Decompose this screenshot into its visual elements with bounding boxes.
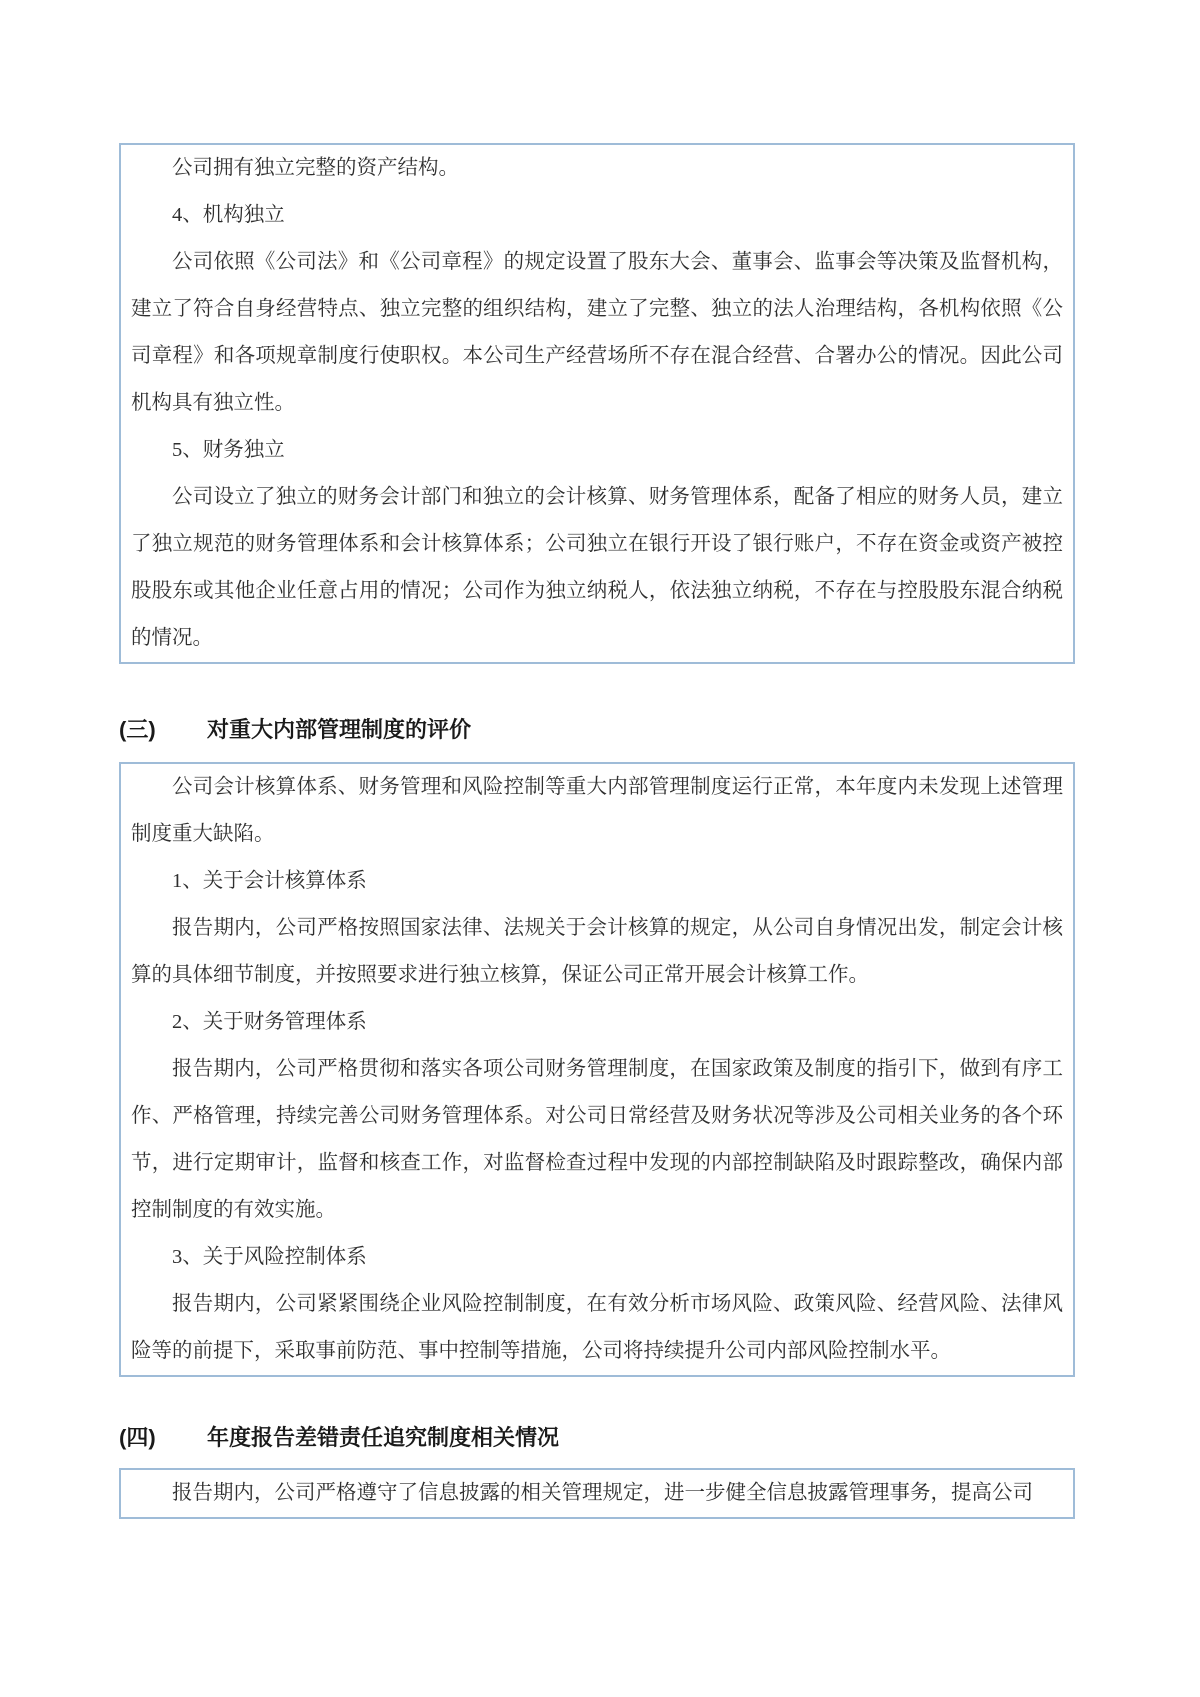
paragraph-financial-independence: 公司设立了独立的财务会计部门和独立的会计核算、财务管理体系，配备了相应的财务人员，建立了独立规范的财务管理体系和会计核算体系；公司独立在银行开设了银行账户，不存在资金或资产被控股股东或其他企业任意占用的情况；公司作为独立纳税人，依法独立纳税，不存在与控股股东混合纳税的情况。 (131, 486, 1063, 649)
paragraph-item-1-title: 1、关于会计核算体系 (172, 870, 367, 892)
paragraph-item-2-title: 2、关于财务管理体系 (172, 1011, 367, 1033)
paragraph-management-overview: 公司会计核算体系、财务管理和风险控制等重大内部管理制度运行正常，本年度内未发现上述管理制度重大缺陷。 (131, 776, 1063, 845)
paragraph-information-disclosure: 报告期内，公司严格遵守了信息披露的相关管理规定，进一步健全信息披露管理事务，提高公司 (172, 1482, 1033, 1504)
paragraph-risk-control: 报告期内，公司紧紧围绕企业风险控制制度，在有效分析市场风险、政策风险、经营风险、法律风险等的前提下，采取事前防范、事中控制等措施，公司将持续提升公司内部风险控制水平。 (131, 1293, 1063, 1362)
section-heading-3 (119, 717, 1075, 743)
paragraph-item-5-title: 5、财务独立 (172, 439, 285, 461)
internal-management-text-box (119, 762, 1075, 1377)
document-content (119, 143, 1075, 1519)
section-4-title: 年度报告差错责任追究制度相关情况 (207, 1425, 560, 1450)
section-3-title: 对重大内部管理制度的评价 (207, 717, 472, 742)
section-heading-4 (119, 1425, 1075, 1451)
paragraph-item-3-title: 3、关于风险控制体系 (172, 1246, 367, 1268)
paragraph-asset-structure: 公司拥有独立完整的资产结构。 (172, 157, 459, 179)
error-accountability-text-box (119, 1468, 1075, 1519)
section-3-number: (三) (119, 717, 156, 742)
section-4-number: (四) (119, 1425, 156, 1450)
paragraph-financial-management: 报告期内，公司严格贯彻和落实各项公司财务管理制度，在国家政策及制度的指引下，做到有序工作、严格管理，持续完善公司财务管理体系。对公司日常经营及财务状况等涉及公司相关业务的各个环节，进行定期审计，监督和核查工作，对监督检查过程中发现的内部控制缺陷及时跟踪整改，确保内部控制制度的有效实施。 (131, 1058, 1063, 1221)
paragraph-item-4-title: 4、机构独立 (172, 204, 285, 226)
paragraph-organizational-independence: 公司依照《公司法》和《公司章程》的规定设置了股东大会、董事会、监事会等决策及监督机构，建立了符合自身经营特点、独立完整的组织结构，建立了完整、独立的法人治理结构，各机构依照《公司章程》和各项规章制度行使职权。本公司生产经营场所不存在混合经营、合署办公的情况。因此公司机构具有独立性。 (131, 251, 1063, 414)
independence-text-box (119, 143, 1075, 664)
paragraph-accounting-system: 报告期内，公司严格按照国家法律、法规关于会计核算的规定，从公司自身情况出发，制定会计核算的具体细节制度，并按照要求进行独立核算，保证公司正常开展会计核算工作。 (131, 917, 1063, 986)
